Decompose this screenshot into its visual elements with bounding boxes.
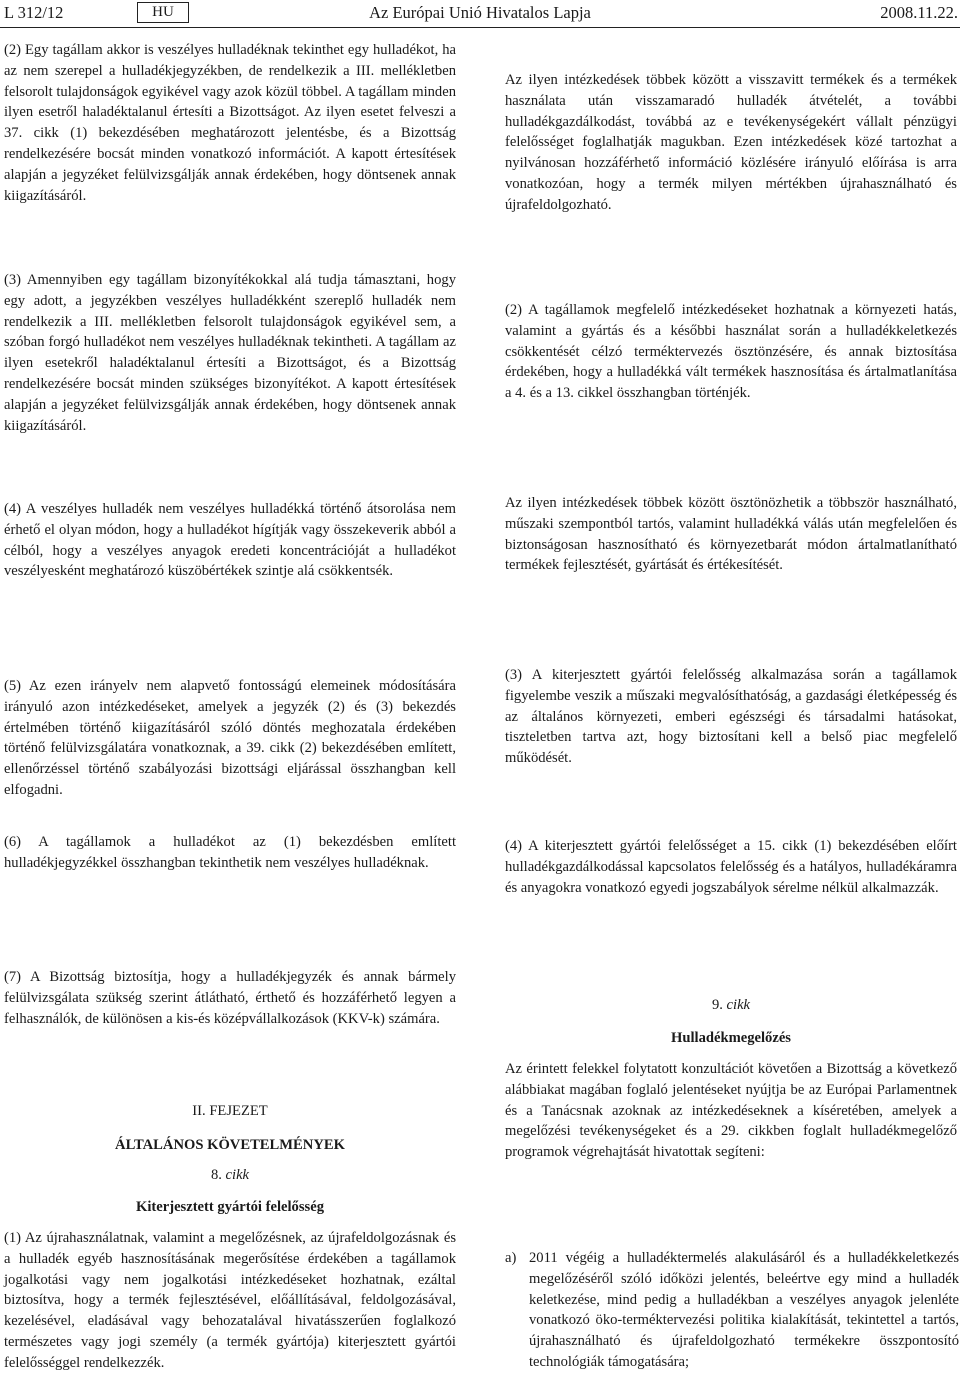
- paragraph: Az ilyen intézkedések többek között ösztönözhetik a többször használható, műszaki szempontból tartós, valamint hulladékká válás után megfelelően és biztonságosan hasznosítható és környezetbarát módon ártalmatlanítható termékek fejlesztését, gyártását és értékesítését.: [505, 495, 957, 574]
- paragraph: Az érintett felekkel folytatott konzultációt követően a Bizottság a következő alábbiakat magában foglaló jelentéseket nyújtja be az Európai Parlamentnek és a Tanácsnak azoknak az intézkedéseknek a kíséretében, amelyek a megelőzési tevékenységeket és a 29. cikkben foglalt hulladékmegelőző programok végrehajtását hivatottak segíteni:: [505, 1061, 957, 1161]
- right-col-paragraph-4: [505, 665, 957, 769]
- paragraph: Az ilyen intézkedések többek között a visszavitt termékek és a termékek használata után visszamaradó hulladék átvételét, a további hulladékgazdálkodást, továbbá az e tevékenységekért vállalt pénzügyi felelősséget foglalhatják magukban. Ezen intézkedések közé tartozhat a nyilvánosan hozzáférhető információ közlésére irányuló előírása is arra vonatkozóan, hogy a termék milyen mértékben újrahasználható és újrafeldolgozható.: [505, 72, 957, 213]
- header-divider: [0, 27, 960, 28]
- paragraph: (6) A tagállamok a hulladékot az (1) bekezdésben említett hulladékjegyzékkel összhangban tekinthetik nem veszélyes hulladéknak.: [4, 834, 456, 871]
- paragraph: (1) Az újrahasználatnak, valamint a megelőzésnek, az újrafeldolgozásnak és a hulladék egyéb hasznosításának megerősítése érdekében a tagállamok jogalkotási vagy nem jogalkotási intézkedéseket hozhatnak, ezáltal biztosítva, hogy a termék fejlesztésével, előállításával, feldolgozásával, kezelésével, eladásával vagy behozatalával hivatásszerűen foglalkozó természetes vagy jogi személy (a termék gyártója) kiterjesztett gyártói felelősséggel rendelkezzék.: [4, 1230, 456, 1371]
- right-col-paragraph-1: [505, 70, 957, 216]
- language-badge: HU: [137, 2, 189, 23]
- article-9-intro: [505, 1059, 957, 1163]
- chapter-title-block: [4, 1135, 456, 1156]
- left-col-paragraph-7: [4, 967, 456, 1029]
- chapter-heading: [4, 1101, 456, 1122]
- article-9-title: Hulladékmegelőzés: [671, 1030, 791, 1046]
- article-8-title-block: [4, 1197, 456, 1218]
- left-col-paragraph-4: [4, 499, 456, 582]
- paragraph: (2) Egy tagállam akkor is veszélyes hulladéknak tekinthet egy hulladékot, ha az nem szerepel a hulladékjegyzékben, de rendelkezik a III. mellékletben felsorolt tulajdonságok egyikével vagy azok közül többel. A tagállam minden ilyen esetről haladéktalanul értesíti a Bizottságot. Az ilyen esetet felveszi a 37. cikk (1) bekezdésében meghatározott jelentésbe, és a Bizottság rendelkezésére bocsát minden vonatkozó információt. A kapott értesítések alapján a jegyzéket felülvizsgálják annak érdekében, hogy döntsenek annak kiigazításáról.: [4, 42, 456, 204]
- left-col-paragraph-2: [4, 40, 456, 206]
- list-marker: a): [505, 1250, 517, 1266]
- article-8-paragraph-1: [4, 1228, 456, 1374]
- paragraph: (3) Amennyiben egy tagállam bizonyítékokkal alá tudja támasztani, hogy egy adott, a jegyzékben veszélyes hulladékként szereplő hulladék nem rendelkezik a III. mellékletben felsorolt tulajdonságok egyikével sem, a szóban forgó hulladékot nem veszélyes hulladéknak tekintheti. A tagállam az ilyen esetekről haladéktalanul értesíti a Bizottságot, és a Bizottság rendelkezésére bocsát minden szükséges bizonyítékot. A kapott értesítések alapján a jegyzéket felülvizsgálják annak érdekében, hogy döntsenek annak kiigazításáról.: [4, 272, 456, 434]
- paragraph: (2) A tagállamok megfelelő intézkedéseket hozhatnak a környezeti hatás, valamint a gyártás és a későbbi használat során a hulladékkeletkezés csökkentését célzó terméktervezés ösztönzésére, és annak biztosítása érdekében, hogy a hulladékká vált termékek hasznosítása és ártalmatlanítása a 4. és a 13. cikkel összhangban történjék.: [505, 302, 957, 402]
- article-8-word: cikk: [225, 1167, 250, 1183]
- paragraph: (3) A kiterjesztett gyártói felelősség alkalmazása során a tagállamok figyelembe veszik a műszaki megvalósíthatóság, a gazdasági életképesség és az általános környezeti, emberi egészségi és társadalmi hatásokat, tiszteletben tartva azt, hogy biztosítani kell a belső piac megfelelő működését.: [505, 667, 957, 767]
- paragraph: (7) A Bizottság biztosítja, hogy a hulladékjegyzék és annak bármely felülvizsgálata szükség szerint átlátható, érthető és hozzáférhető legyen a felhasználók, de különösen a kis-és középvállalkozások (KKV-k) számára.: [4, 969, 456, 1027]
- paragraph: (5) Az ezen irányelv nem alapvető fontosságú elemeinek módosítására irányuló azon intézkedéseket, amelyek a jegyzék (2) és (3) bekezdés értelmében történő kiigazításáról szóló döntés meghozatala érdekében történő felülvizsgálatára vonatkoznak, a 39. cikk (2) bekezdésében említett, ellenőrzéssel történő szabályozási bizottsági eljárással összhangban kell elfogadni.: [4, 678, 456, 798]
- article-9-word: cikk: [726, 997, 751, 1013]
- journal-title: Az Európai Unió Hivatalos Lapja: [369, 3, 591, 22]
- page-header: [0, 0, 960, 26]
- article-9-number: 9.: [711, 997, 723, 1013]
- article-8-title: Kiterjesztett gyártói felelősség: [135, 1199, 324, 1215]
- page-reference: L 312/12: [4, 3, 64, 22]
- left-col-paragraph-3: [4, 270, 456, 436]
- left-col-paragraph-5: [4, 676, 456, 801]
- article-8-heading: [4, 1165, 456, 1186]
- chapter-title: ÁLTALÁNOS KÖVETELMÉNYEK: [115, 1137, 345, 1153]
- article-number: [505, 995, 957, 1016]
- publication-date: 2008.11.22.: [880, 3, 958, 22]
- left-col-paragraph-6: [4, 832, 456, 874]
- article-9-title-block: [505, 1028, 957, 1049]
- article-8-number: 8.: [210, 1167, 222, 1183]
- article-number: [4, 1165, 456, 1186]
- article-9-heading: [505, 995, 957, 1016]
- chapter-number: II. FEJEZET: [192, 1103, 268, 1119]
- list-item-text: 2011 végéig a hulladéktermelés alakulásáról és a hulladékkeletkezés megelőzéséről szóló időközi jelentés, beleértve egy mind a hulladék keletkezése, mind pedig a hulladékban a veszélyes anyagok jelenléte vonatkozó öko-terméktervezési politika kialakítását, tekintettel a tartós, újrahasználható és újrafeldolgozható termékekre összpontosító technológiák támogatására;: [529, 1250, 959, 1370]
- right-col-paragraph-5: [505, 836, 957, 898]
- paragraph: (4) A kiterjesztett gyártói felelősséget a 15. cikk (1) bekezdésében előírt hulladékgazdálkodással kapcsolatos felelősség és a hatályos, hulladékáramra és anyagokra vonatkozó egyedi jogszabályok sérelme nélkül alkalmazzák.: [505, 838, 957, 896]
- right-col-paragraph-3: [505, 493, 957, 576]
- list-item-a: [505, 1248, 959, 1388]
- paragraph: (4) A veszélyes hulladék nem veszélyes hulladékká történő átsorolása nem érhető el olyan módon, hogy a hulladékot hígítják vagy összekeverik abból a célból, hogy a veszélyes anyagok eredeti koncentrációját a hulladékot veszélyesként meghatározó küszöbértékek szintje alá csökkentsék.: [4, 501, 456, 580]
- right-col-paragraph-2: [505, 300, 957, 404]
